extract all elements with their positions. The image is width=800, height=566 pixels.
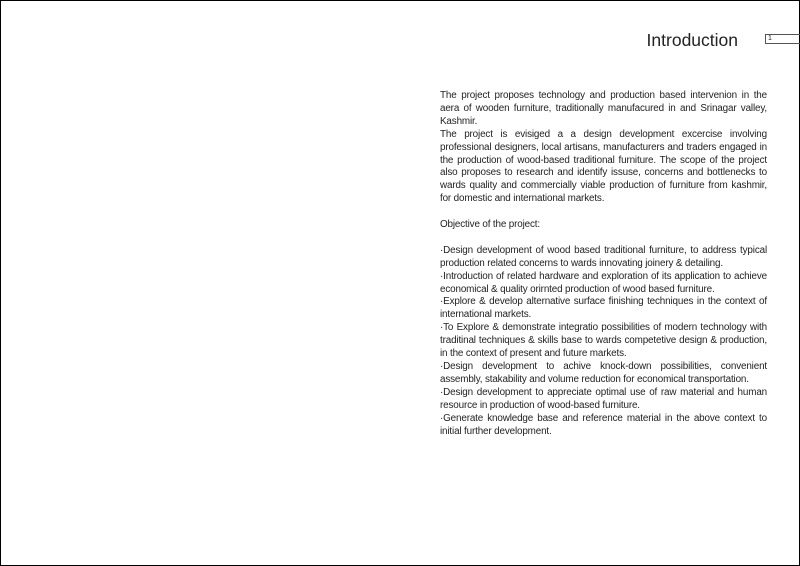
objective-item: ·Generate knowledge base and reference material in the above context to initial further development.	[440, 412, 767, 437]
objective-item: ·Design development of wood based traditional furniture, to address typical production related concerns to wards innovating joinery & detailing.	[440, 244, 767, 269]
page-number: 1	[765, 34, 800, 44]
intro-paragraph: The project is evisiged a a design development excercise involving professional designers, local artisans, manufacturers and traders engaged in the production of wood-based traditional furniture. The scope of the project also proposes to research and identify issuse, concerns and bottlenecks to wards quality and commercially viable production of furniture from kashmir, for domestic and international markets.	[440, 128, 767, 205]
objective-item: ·Design development to achive knock-down possibilities, convenient assembly, stakability and volume reduction for economical transportation.	[440, 361, 767, 385]
intro-paragraph: The project proposes technology and production based intervenion in the aera of wooden furniture, traditionally manufacured in and Srinagar valley, Kashmir.	[440, 90, 767, 127]
page-title: Introduction	[646, 30, 738, 50]
objective-item: ·Explore & develop alternative surface finishing techniques in the context of international markets.	[440, 296, 767, 321]
objective-item: ·To Explore & demonstrate integratio possibilities of modern technology with traditinal techniques & skills base to wards competetive design & production, in the context of present and future markets.	[440, 322, 767, 360]
objective-item: ·Design development to appreciate optimal use of raw material and human resource in production of wood-based furniture.	[440, 386, 767, 411]
introduction-body	[440, 90, 767, 438]
objective-item: ·Introduction of related hardware and exploration of its application to achieve economical & quality orirnted production of wood based furniture.	[440, 270, 767, 295]
objective-heading: Objective of the project:	[440, 219, 540, 231]
